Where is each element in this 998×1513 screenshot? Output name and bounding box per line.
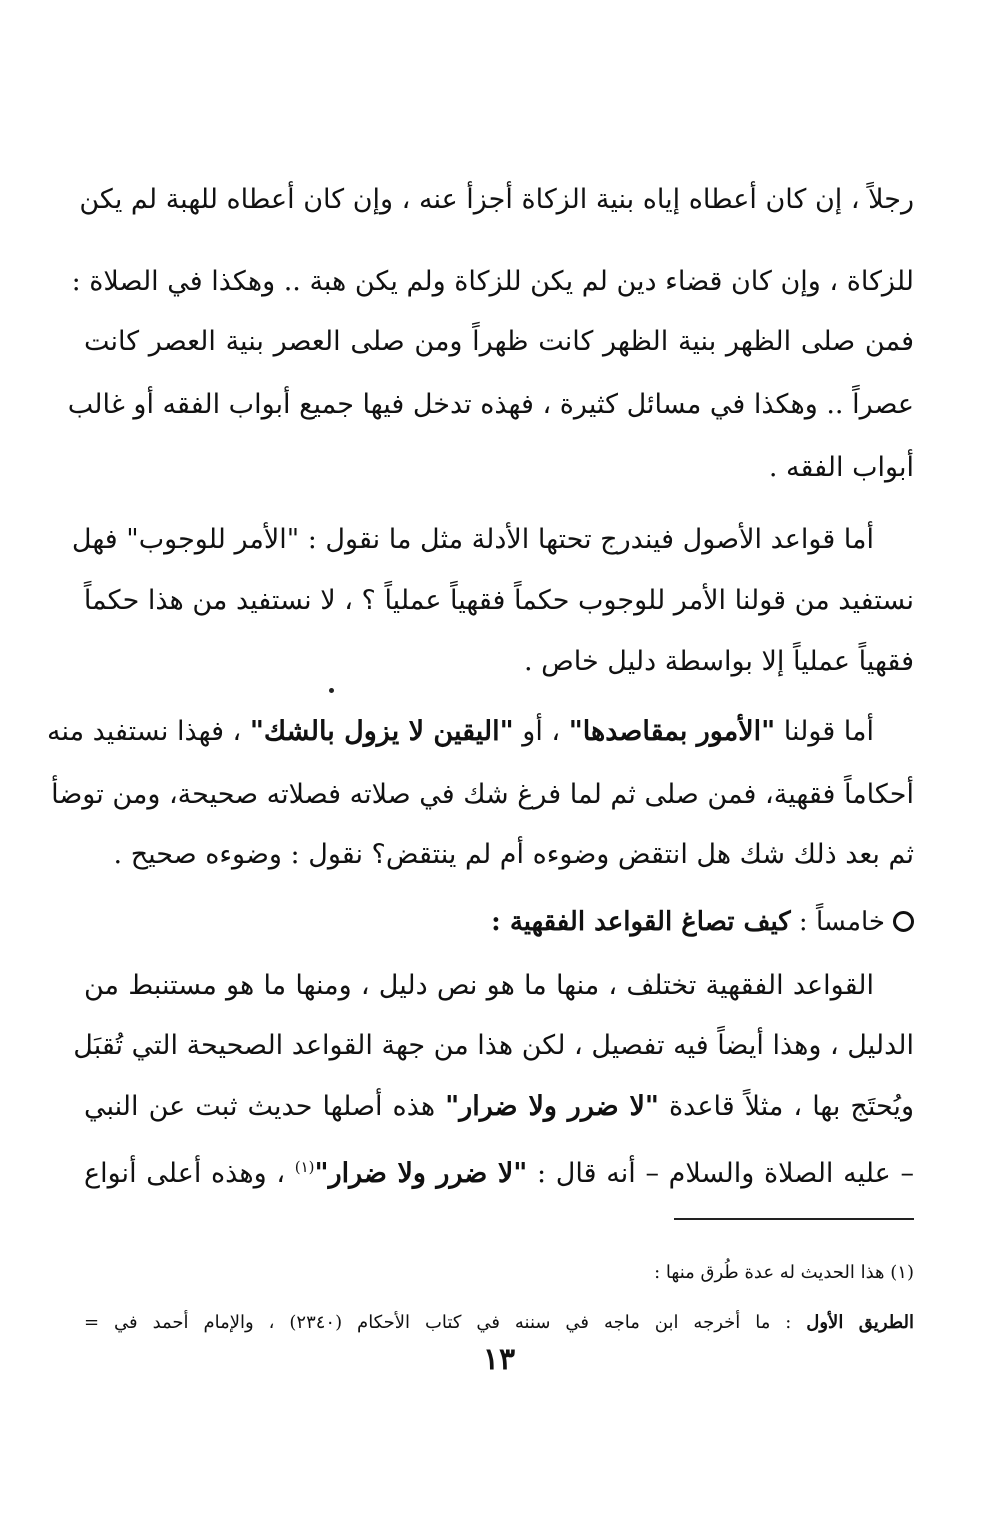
paragraph-4-line-4 [84, 1143, 914, 1191]
rule-title-1: "الأمور بمقاصدها" [568, 716, 776, 747]
paragraph-3-line-1-middle: ، أو [513, 716, 569, 747]
paragraph-1-line-1: رجلاً ، إن كان أعطاه إياه بنية الزكاة أجزأ عنه ، وإن كان أعطاه للهبة لم يكن [79, 184, 914, 215]
footnote-line-2 [84, 1308, 914, 1338]
paragraph-2-line-2: نستفيد من قولنا الأمر للوجوب حكماً فقهياً عملياً ؟ ، لا نستفيد من هذا حكماً [83, 585, 914, 616]
paragraph-4-line-1: القواعد الفقهية تختلف ، منها ما هو نص دليل ، ومنها ما هو مستنبط من [84, 970, 874, 1001]
paragraph-4-line-3-after: هذه أصلها حديث ثبت عن النبي [84, 1091, 446, 1122]
paragraph-1-line-5: أبواب الفقه . [768, 452, 914, 483]
paragraph-2-line-3: فقهياً عملياً إلا بواسطة دليل خاص . [523, 646, 914, 677]
paragraph-4-line-2: الدليل ، وهذا أيضاً فيه تفصيل ، لكن هذا من جهة القواعد الصحيحة التي تُقبَل [73, 1030, 914, 1061]
section-heading [491, 898, 914, 946]
footnote-line-1: (١) هذا الحديث له عدة طُرق منها : [654, 1262, 914, 1283]
rule-title-2: "اليقين لا يزول بالشك" [249, 716, 514, 747]
paragraph-3-line-3: ثم بعد ذلك شك هل انتقض وضوءه أم لم ينتقض؟ نقول : وضوءه صحيح . [113, 839, 914, 870]
footnote-reference: (١) [294, 1158, 315, 1176]
paragraph-4-line-4-after: ، وهذه أعلى أنواع [84, 1158, 295, 1189]
circle-bullet-icon [893, 911, 914, 932]
page-number: ١٣ [482, 1342, 516, 1377]
paragraph-3-line-1 [46, 708, 874, 756]
paragraph-4-line-3-before: ويُحتَج بها ، مثلاً قاعدة [658, 1091, 914, 1122]
paragraph-1-line-2: للزكاة ، وإن كان قضاء دين لم يكن للزكاة ولم يكن هبة .. وهكذا في الصلاة : [71, 266, 914, 297]
rule-title-3: "لا ضرر ولا ضرار" [445, 1091, 659, 1122]
paragraph-3-line-2: أحكاماً فقهية، فمن صلى ثم لما فرغ شك في صلاته فصلاته صحيحة، ومن توضأ [51, 779, 914, 810]
paragraph-1-line-4: عصراً .. وهكذا في مسائل كثيرة ، فهذه تدخل فيها جميع أبواب الفقه أو غالب [67, 389, 914, 420]
paragraph-2-line-1: أما قواعد الأصول فيندرج تحتها الأدلة مثل ما نقول : "الأمر للوجوب" فهل [71, 524, 874, 555]
paragraph-1-line-3: فمن صلى الظهر بنية الظهر كانت ظهراً ومن صلى العصر بنية العصر كانت [84, 326, 914, 357]
paragraph-3-line-1-after: ، فهذا نستفيد منه [46, 716, 250, 747]
footnote-line-2-text: : ما أخرجه ابن ماجه في سننه في كتاب الأحكام (٢٣٤٠) ، والإمام أحمد في = [84, 1312, 807, 1333]
paragraph-4-line-4-before: – عليه الصلاة والسلام – أنه قال : [527, 1158, 914, 1189]
hadith-quote: "لا ضرر ولا ضرار" [314, 1158, 528, 1189]
footnote-separator [674, 1218, 914, 1220]
ink-speck [329, 688, 334, 693]
footnote-way-label: الطريق الأول [806, 1312, 915, 1333]
paragraph-4-line-3 [84, 1083, 914, 1131]
section-heading-title: كيف تصاغ القواعد الفقهية : [491, 907, 791, 937]
paragraph-3-line-1-before: أما قولنا [775, 716, 874, 747]
section-heading-label: خامساً : [790, 907, 885, 937]
